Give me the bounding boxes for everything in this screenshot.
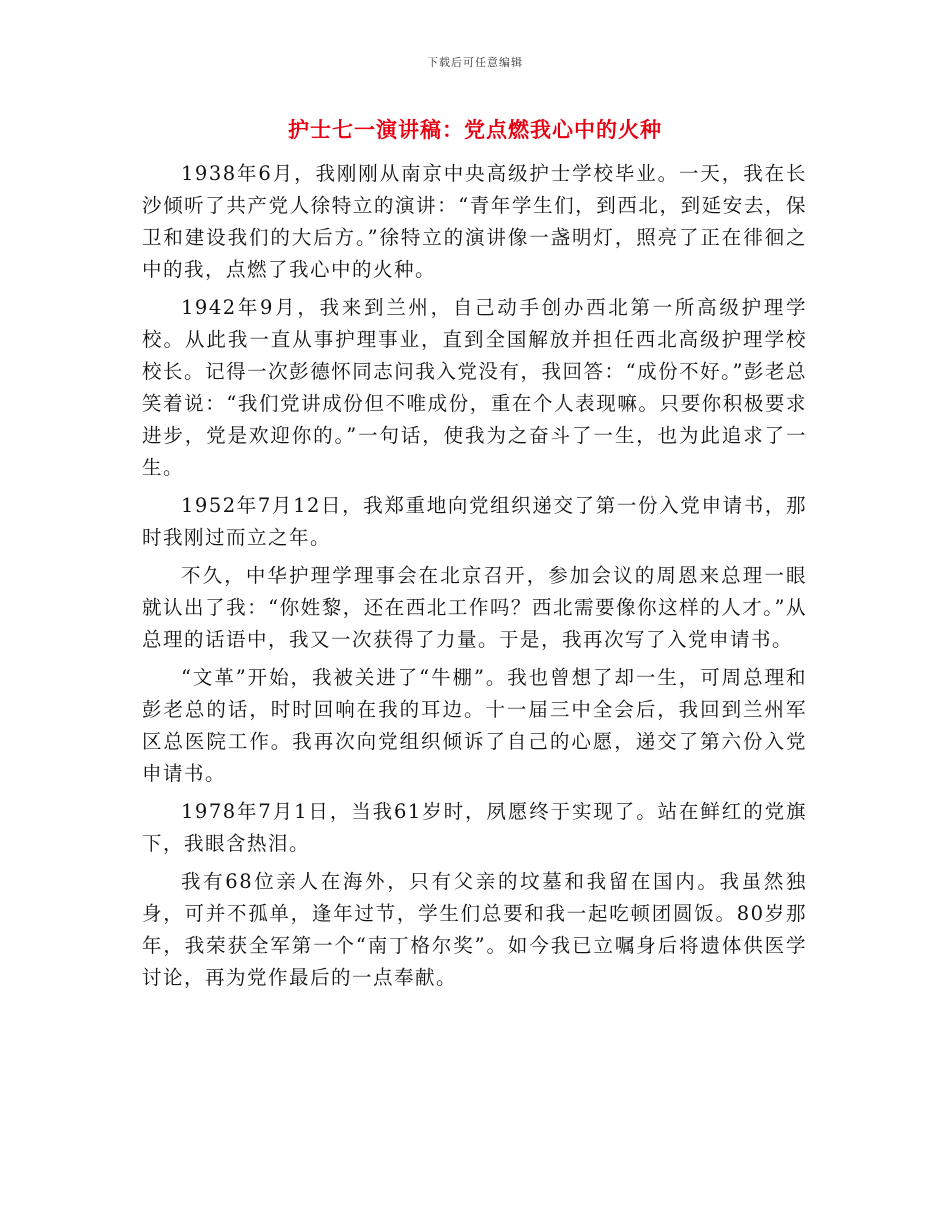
paragraph: 1938年6月，我刚刚从南京中央高级护士学校毕业。一天，我在长沙倾听了共产党人徐特立的演讲：“青年学生们，到西北，到延安去，保卫和建设我们的大后方。”徐特立的演讲像一盏明灯，照亮了正在徘徊之中的我，点燃了我心中的火种。 [142, 162, 807, 281]
paragraph: 我有68位亲人在海外，只有父亲的坟墓和我留在国内。我虽然独身，可并不孤单，逢年过节，学生们总要和我一起吃顿团圆饭。80岁那年，我荣获全军第一个“南丁格尔奖”。如今我已立嘱身后将遗体供医学讨论，再为党作最后的一点奉献。 [142, 870, 807, 989]
page-header-note: 下载后可任意编辑 [427, 56, 523, 69]
paragraph: 1942年9月，我来到兰州，自己动手创办西北第一所高级护理学校。从此我一直从事护理事业，直到全国解放并担任西北高级护理学校校长。记得一次彭德怀同志问我入党没有，我回答：“成份不好。”彭老总笑着说：“我们党讲成份但不唯成份，重在个人表现嘛。只要你积极要求进步，党是欢迎你的。”一句话，使我为之奋斗了一生，也为此追求了一生。 [142, 296, 807, 479]
document-title: 护士七一演讲稿：党点燃我心中的火种 [288, 117, 662, 142]
paragraph: 1978年7月1日，当我61岁时，夙愿终于实现了。站在鲜红的党旗下，我眼含热泪。 [142, 800, 807, 855]
paragraph: “文革”开始，我被关进了“牛棚”。我也曾想了却一生，可周总理和彭老总的话，时时回响在我的耳边。十一届三中全会后，我回到兰州军区总医院工作。我再次向党组织倾诉了自己的心愿，递交了第六份入党申请书。 [142, 666, 807, 785]
paragraph: 1952年7月12日，我郑重地向党组织递交了第一份入党申请书，那时我刚过而立之年。 [142, 494, 807, 549]
paragraph: 不久，中华护理学理事会在北京召开，参加会议的周恩来总理一眼就认出了我：“你姓黎，还在西北工作吗？西北需要像你这样的人才。”从总理的话语中，我又一次获得了力量。于是，我再次写了入党申请书。 [142, 564, 807, 651]
document-body [142, 158, 807, 994]
